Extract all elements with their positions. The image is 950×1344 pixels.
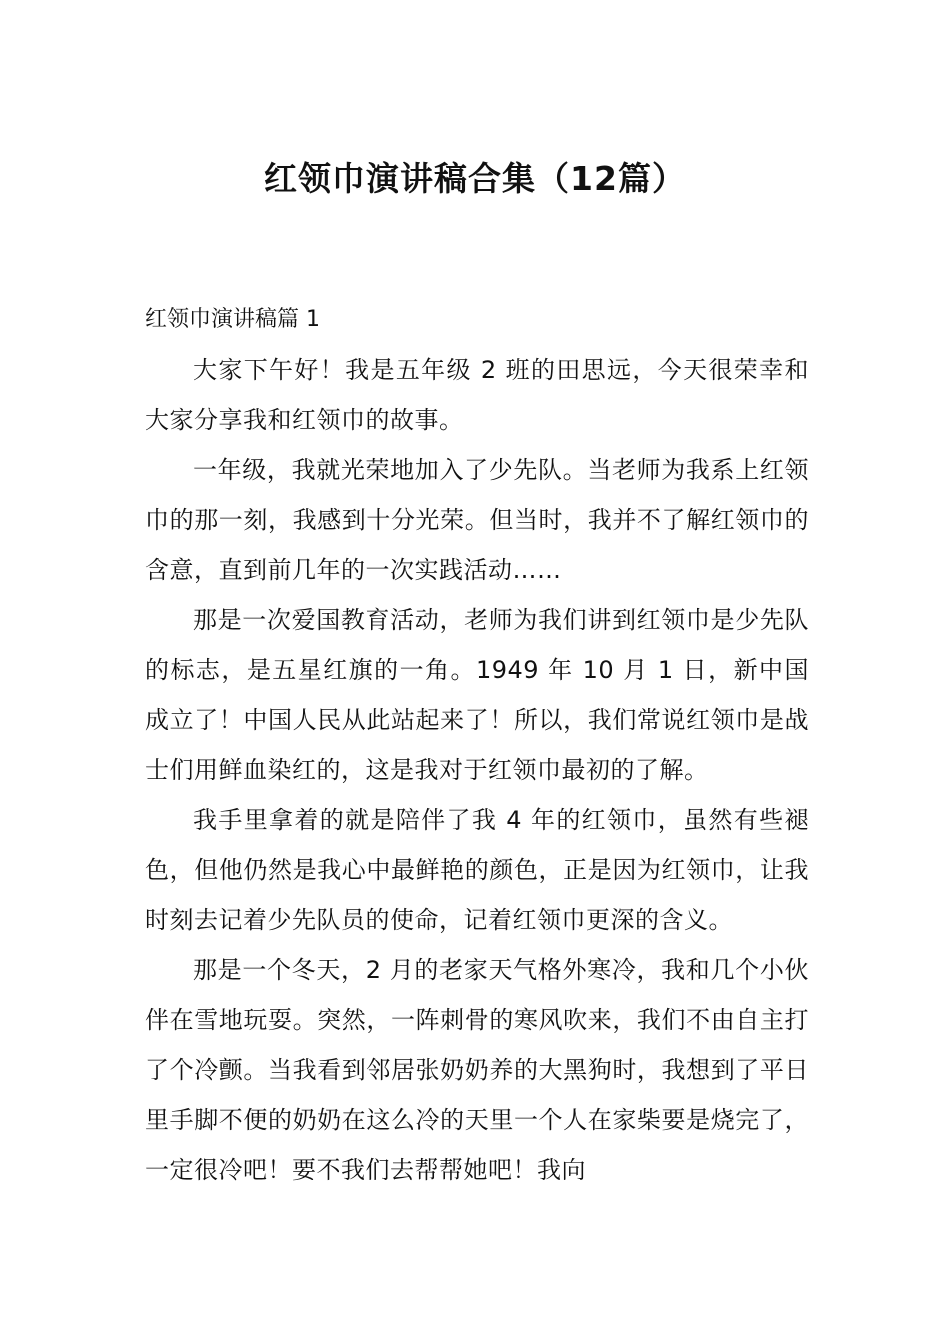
document-body: [145, 295, 809, 1195]
paragraph-4: 我手里拿着的就是陪伴了我 4 年的红领巾，虽然有些褪色，但他仍然是我心中最鲜艳的颜色，正是因为红领巾，让我时刻去记着少先队员的使命，记着红领巾更深的含义。: [145, 806, 809, 934]
paragraph-5: 那是一个冬天，2 月的老家天气格外寒冷，我和几个小伙伴在雪地玩耍。突然，一阵刺骨的寒风吹来，我们不由自主打了个冷颤。当我看到邻居张奶奶养的大黑狗时，我想到了平日里手脚不便的奶奶在这么冷的天里一个人在家柴要是烧完了，一定很冷吧！要不我们去帮帮她吧！我向: [145, 956, 809, 1184]
paragraph-1: 大家下午好！我是五年级 2 班的田思远，今天很荣幸和大家分享我和红领巾的故事。: [145, 356, 809, 434]
paragraph-3: 那是一次爱国教育活动，老师为我们讲到红领巾是少先队的标志，是五星红旗的一角。1949 年 10 月 1 日，新中国成立了！中国人民从此站起来了！所以，我们常说红领巾是战士们用鲜血染红的，这是我对于红领巾最初的了解。: [145, 606, 809, 784]
document-title: 红领巾演讲稿合集（12篇）: [264, 159, 686, 198]
paragraph-2: 一年级，我就光荣地加入了少先队。当老师为我系上红领巾的那一刻，我感到十分光荣。但当时，我并不了解红领巾的含意，直到前几年的一次实践活动……: [145, 456, 809, 584]
section-heading: 红领巾演讲稿篇 1: [145, 307, 320, 332]
